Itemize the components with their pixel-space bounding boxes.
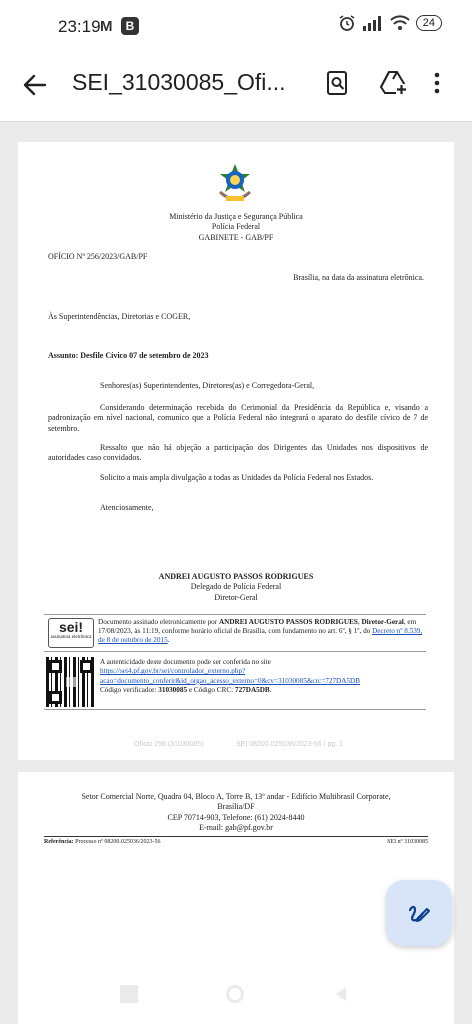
oficio-number: OFÍCIO Nº 256/2023/GAB/PF xyxy=(48,252,148,261)
reference-label: Referência: xyxy=(44,839,74,845)
pen-squiggle-icon xyxy=(406,900,432,926)
subject-text: Desfile Cívico 07 de setembro de 2023 xyxy=(80,351,209,360)
place-date: Brasília, na data da assinatura eletrônica. xyxy=(293,273,424,282)
code-label: Código verificador: xyxy=(100,686,157,695)
nav-recents-icon[interactable] xyxy=(120,985,138,1003)
org-police: Polícia Federal xyxy=(211,222,261,232)
qr-code xyxy=(46,657,96,707)
gmail-icon: M xyxy=(100,18,113,35)
address-line-4: E-mail: gab@pf.gov.br xyxy=(199,823,273,833)
paragraph-1: Considerando determinação recebida do Cerimonial da Presidência da República e, visando a padronização em nível nacional, comunico que a Polícia Federal não integrará o aparato do desfile cívico de 7 de setembro. xyxy=(48,403,428,433)
sei-logo-subtitle: assinatura eletrônica xyxy=(50,635,92,640)
address-block xyxy=(18,792,454,834)
nav-home-icon[interactable] xyxy=(226,985,244,1003)
decree-link[interactable]: Decreto nº 8.539, de 8 de outubro de 2015 xyxy=(98,627,423,644)
page-footer-left: Ofício 256 (31030085) xyxy=(134,741,204,748)
address-line-2: Brasília/DF xyxy=(217,802,255,812)
signer-title: Diretor-Geral xyxy=(214,592,258,602)
reference-value: Processo nº 08200.025036/2023-56 xyxy=(75,839,161,845)
subject-line xyxy=(48,351,209,361)
coat-of-arms-icon xyxy=(214,162,256,206)
reference-line xyxy=(44,839,161,847)
greeting: Senhores(as) Superintendentes, Diretores(as) e Corregedora-Geral, xyxy=(100,381,315,390)
crc-label: e Código CRC: xyxy=(188,686,234,695)
divider xyxy=(44,836,428,837)
organization-header xyxy=(18,212,454,243)
page-footer-right: SEI 08200.025036/2023-56 / pg. 1 xyxy=(236,741,344,748)
sign-text-role: Diretor-Geral xyxy=(361,618,404,626)
app-bar xyxy=(0,52,472,122)
signal-icon xyxy=(362,15,384,31)
sei-signature-logo xyxy=(48,618,94,648)
alarm-icon xyxy=(338,14,356,32)
status-bar xyxy=(0,0,472,52)
paragraph-3: Solicito a mais ampla divulgação a todas as Unidades da Polícia Federal nos Estados. xyxy=(100,473,374,482)
sei-reference: SEI nº 31030085 xyxy=(387,839,428,845)
edit-annotate-button[interactable] xyxy=(386,880,452,946)
electronic-signature-box xyxy=(44,614,426,652)
org-cabinet: GABINETE - GAB/PF xyxy=(198,232,274,242)
signature-text: Documento assinado eletronicamente por ANDREI AUGUSTO PASSOS RODRIGUES, Diretor-Geral, em 17/08/2023, às 11:19, conforme horário oficial de Brasília, com fundamento no art. 6º, § 1º, do Decreto nº 8.539, de 8 de outubro de 2015. xyxy=(98,618,423,644)
closing: Atenciosamente, xyxy=(100,503,154,512)
signature-block xyxy=(18,572,454,603)
sign-text-name: ANDREI AUGUSTO PASSOS RODRIGUES xyxy=(218,618,358,626)
auth-text: A autenticidade deste documento pode ser conferida no site xyxy=(100,658,271,666)
back-arrow-icon[interactable] xyxy=(20,70,50,100)
org-ministry: Ministério da Justiça e Segurança Pública xyxy=(169,212,303,221)
verification-link[interactable]: https://sei4.pf.gov.br/sei/controlador_externo.php? xyxy=(100,667,246,676)
signer-name: ANDREI AUGUSTO PASSOS RODRIGUES xyxy=(158,572,314,581)
add-to-drive-icon[interactable] xyxy=(378,68,408,98)
subject-label: Assunto: xyxy=(48,351,79,360)
wifi-icon xyxy=(390,15,410,31)
address-line-1: Setor Comercial Norte, Quadra 04, Bloco A, Torre B, 13º andar - Edifício Multibrasil Corporate, xyxy=(81,792,391,801)
verification-code: 31030085 xyxy=(158,686,188,695)
paragraph-2: Ressalto que não há objeção a participação dos Dirigentes das Unidades nos dispositivos de autoridades caso convidados. xyxy=(48,443,428,463)
authenticity-text: A autenticidade deste documento pode ser conferida no site https://sei4.pf.gov.br/sei/controlador_externo.php? acao=documento_conferir&id_orgao_acesso_externo=0&cv=31030085&crc=727DA5DB Código verificador: 31030085 e Código CRC: 727DA5DB. xyxy=(100,658,424,695)
document-page-1 xyxy=(18,142,454,760)
battery-icon: 24 xyxy=(416,15,442,31)
nav-back-icon[interactable] xyxy=(332,985,350,1003)
verification-link-query[interactable]: acao=documento_conferir&id_orgao_acesso_externo=0&cv=31030085&crc=727DA5DB xyxy=(100,676,360,685)
crc-code: 727DA5DB xyxy=(234,686,270,695)
sign-text-a: Documento assinado eletronicamente por xyxy=(98,618,218,626)
search-in-document-icon[interactable] xyxy=(322,68,352,98)
authenticity-box xyxy=(44,654,426,710)
document-title: SEI_31030085_Ofi... xyxy=(72,69,286,95)
signer-role: Delegado de Polícia Federal xyxy=(190,582,282,592)
recipients: Às Superintendências, Diretorias e COGER, xyxy=(48,312,191,321)
address-line-3: CEP 70714-903, Telefone: (61) 2024-8440 xyxy=(167,812,305,822)
sei-logo-text: sei! xyxy=(58,619,84,635)
more-options-icon[interactable] xyxy=(430,68,444,98)
status-time: 23:19 xyxy=(58,17,101,36)
b-app-icon: B xyxy=(121,17,139,35)
sign-text-b: , em 17/08/2023, às 11:19, conforme horário oficial de Brasília, com fundamento no art. 6º, § 1º, do xyxy=(98,618,417,635)
